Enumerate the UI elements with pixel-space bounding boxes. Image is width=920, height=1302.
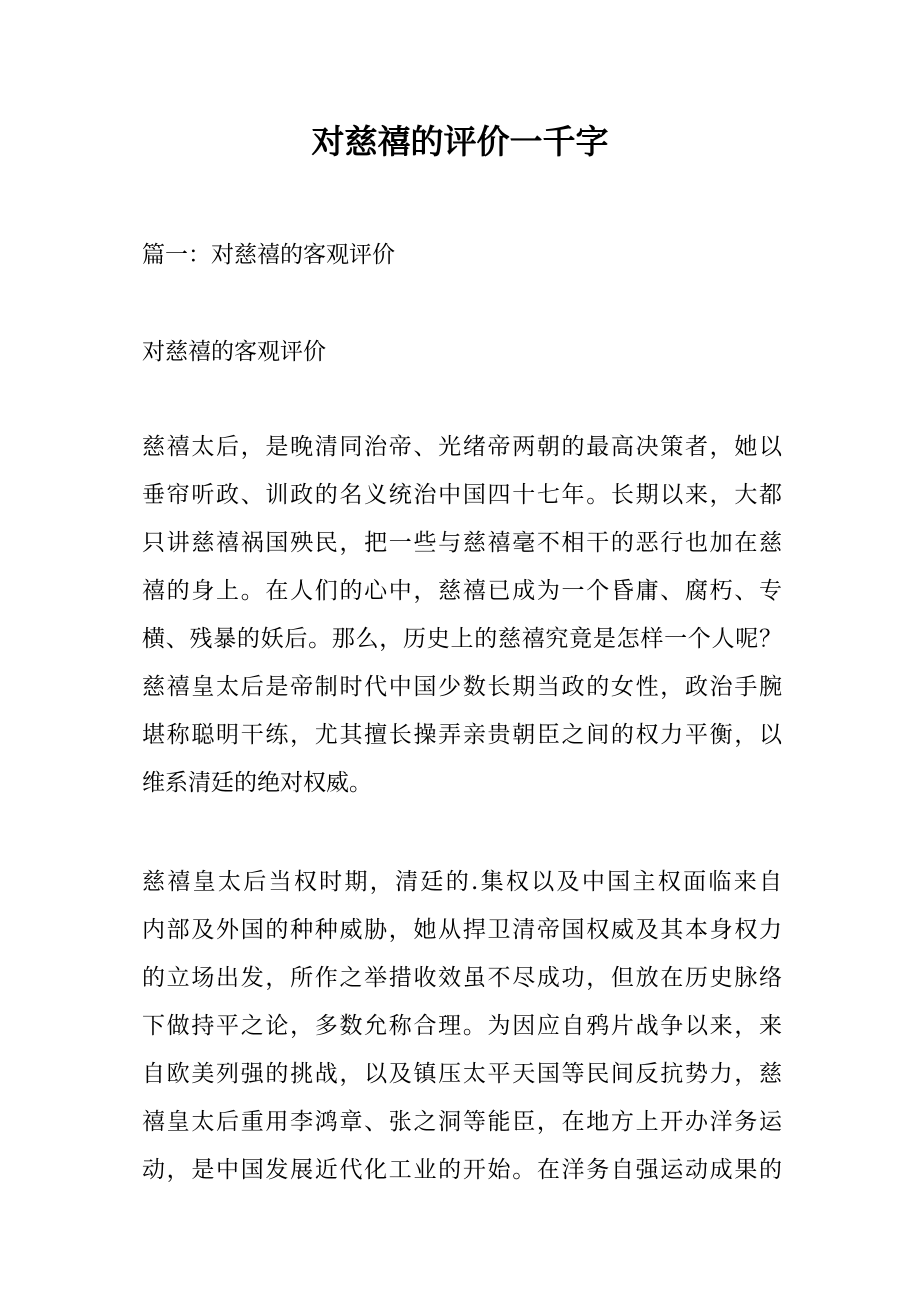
paragraph-line: 堪称聪明干练，尤其擅长操弄亲贵朝臣之间的权力平衡，以 (142, 722, 782, 748)
paragraph-2 (142, 858, 782, 1194)
paragraph-line: 只讲慈禧祸国殃民，把一些与慈禧毫不相干的恶行也加在慈 (142, 530, 782, 556)
paragraph-line: 横、残暴的妖后。那么，历史上的慈禧究竟是怎样一个人呢？ (142, 626, 782, 652)
paragraph-line: 内部及外国的种种威胁，她从捍卫清帝国权威及其本身权力 (142, 917, 782, 943)
paragraph-line: 维系清廷的绝对权威。 (142, 770, 372, 796)
paragraph-line: 禧的身上。在人们的心中，慈禧已成为一个昏庸、腐朽、专 (142, 578, 782, 604)
paragraph-line: 下做持平之论，多数允称合理。为因应自鸦片战争以来，来 (142, 1013, 782, 1039)
paragraph-line: 禧皇太后重用李鸿章、张之洞等能臣，在地方上开办洋务运 (142, 1109, 782, 1135)
paragraph-line: 的立场出发，所作之举措收效虽不尽成功，但放在历史脉络 (142, 965, 782, 991)
paragraph-1 (142, 423, 782, 807)
paragraph-line: 动，是中国发展近代化工业的开始。在洋务自强运动成果的 (142, 1157, 782, 1183)
document-title: 对慈禧的评价一千字 (311, 122, 609, 161)
paragraph-line: 垂帘听政、训政的名义统治中国四十七年。长期以来，大都 (142, 482, 782, 508)
paragraph-line: 自欧美列强的挑战，以及镇压太平天国等民间反抗势力，慈 (142, 1061, 782, 1087)
paragraph-line: 慈禧皇太后是帝制时代中国少数长期当政的女性，政治手腕 (142, 674, 782, 700)
paragraph-line: 慈禧太后，是晚清同治帝、光绪帝两朝的最高决策者，她以 (142, 434, 782, 460)
paragraph-line: 慈禧皇太后当权时期，清廷的.集权以及中国主权面临来自 (142, 869, 782, 895)
section-heading: 篇一：对慈禧的客观评价 (142, 242, 395, 268)
subheading: 对慈禧的客观评价 (142, 339, 326, 365)
